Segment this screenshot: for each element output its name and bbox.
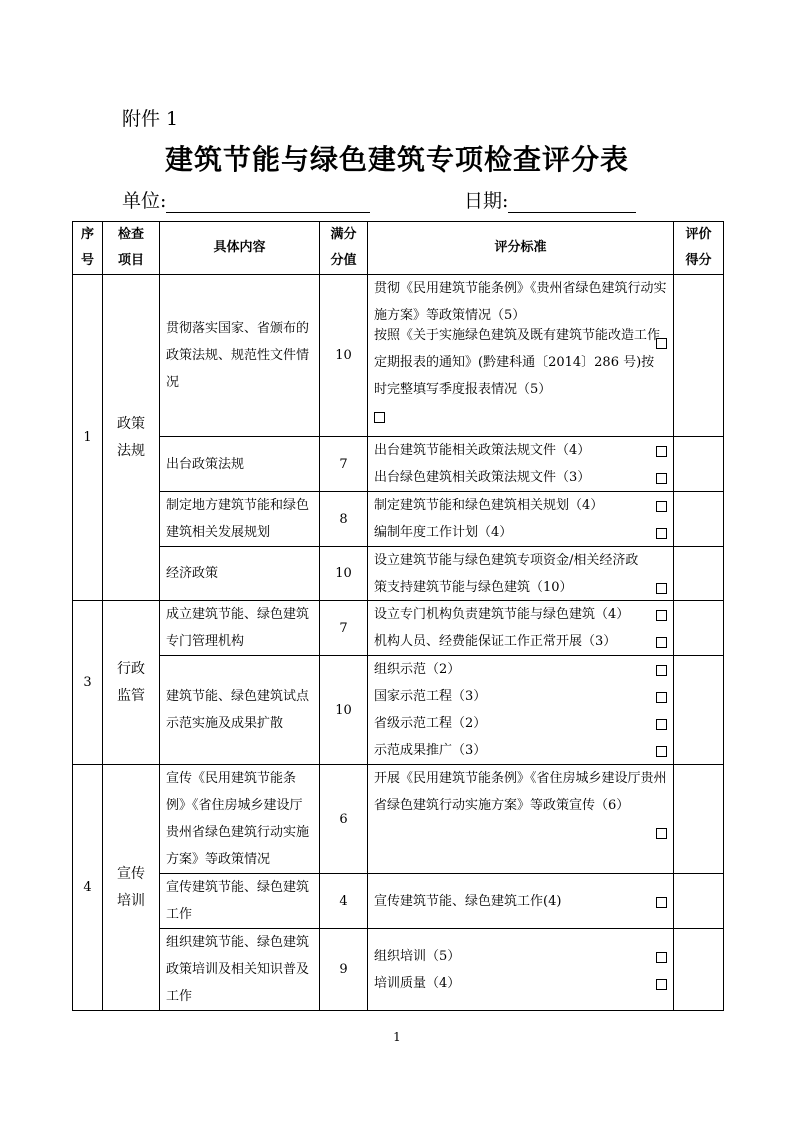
date-label: 日期: (464, 190, 509, 212)
row-content: 制定地方建筑节能和绿色建筑相关发展规划 (160, 492, 320, 547)
row-eval-cell[interactable] (674, 929, 724, 1011)
row-content: 经济政策 (160, 547, 320, 601)
row-content: 宣传建筑节能、绿色建筑工作 (160, 874, 320, 929)
checkbox[interactable] (656, 828, 667, 839)
unit-field (122, 186, 370, 213)
checkbox[interactable] (656, 897, 667, 908)
date-blank-line (508, 192, 636, 213)
row-criteria: 宣传建筑节能、绿色建筑工作(4) (368, 874, 674, 929)
row-eval-cell[interactable] (674, 275, 724, 437)
checkbox[interactable] (656, 501, 667, 512)
row-eval-cell[interactable] (674, 656, 724, 765)
row-eval-cell[interactable] (674, 437, 724, 492)
row-content: 建筑节能、绿色建筑试点示范实施及成果扩散 (160, 656, 320, 765)
row-content: 贯彻落实国家、省颁布的政策法规、规范性文件情况 (160, 275, 320, 437)
row-criteria: 设立专门机构负责建筑节能与绿色建筑（4） 机构人员、经费能保证工作正常开展（3） (368, 601, 674, 656)
checkbox[interactable] (374, 412, 385, 423)
row-criteria: 贯彻《民用建筑节能条例》《贵州省绿色建筑行动实施方案》等政策情况（5） 按照《关于实施绿色建筑及既有建筑节能改造工作定期报表的通知》(黔建科通〔2014〕286 号)按时完整填写季度报表情况（5） (368, 275, 674, 437)
checkbox[interactable] (656, 952, 667, 963)
checkbox[interactable] (656, 528, 667, 539)
checkbox[interactable] (656, 473, 667, 484)
row-eval-cell[interactable] (674, 765, 724, 874)
checkbox[interactable] (656, 692, 667, 703)
header-score: 满分 分值 (320, 222, 368, 275)
row-content: 出台政策法规 (160, 437, 320, 492)
checkbox[interactable] (656, 746, 667, 757)
attachment-label: 附件 1 (122, 108, 179, 130)
row-eval-cell[interactable] (674, 601, 724, 656)
row-score: 7 (320, 437, 368, 492)
row-score: 10 (320, 547, 368, 601)
table-row (73, 765, 724, 874)
score-table (72, 221, 724, 1011)
section-no: 1 (73, 275, 103, 601)
row-score: 6 (320, 765, 368, 874)
table-row (73, 656, 724, 765)
table-row (73, 874, 724, 929)
row-content: 成立建筑节能、绿色建筑专门管理机构 (160, 601, 320, 656)
row-criteria: 制定建筑节能和绿色建筑相关规划（4） 编制年度工作计划（4） (368, 492, 674, 547)
row-criteria: 设立建筑节能与绿色建筑专项资金/相关经济政策支持建筑节能与绿色建筑（10） (368, 547, 674, 601)
row-score: 7 (320, 601, 368, 656)
table-row (73, 275, 724, 437)
checkbox[interactable] (656, 665, 667, 676)
section-no: 4 (73, 765, 103, 1011)
header-item: 检查 项目 (103, 222, 160, 275)
checkbox[interactable] (656, 979, 667, 990)
table-row (73, 601, 724, 656)
section-no: 3 (73, 601, 103, 765)
table-header-row (73, 222, 724, 275)
row-score: 10 (320, 656, 368, 765)
row-score: 4 (320, 874, 368, 929)
row-criteria: 开展《民用建筑节能条例》《省住房城乡建设厅贵州省绿色建筑行动实施方案》等政策宣传（6） (368, 765, 674, 874)
unit-label: 单位: (122, 190, 167, 212)
section-category: 宣传 培训 (103, 765, 160, 1011)
header-no: 序 号 (73, 222, 103, 275)
checkbox[interactable] (656, 610, 667, 621)
row-criteria: 出台建筑节能相关政策法规文件（4） 出台绿色建筑相关政策法规文件（3） (368, 437, 674, 492)
checkbox[interactable] (656, 446, 667, 457)
row-score: 10 (320, 275, 368, 437)
row-eval-cell[interactable] (674, 547, 724, 601)
header-eval: 评价 得分 (674, 222, 724, 275)
row-score: 9 (320, 929, 368, 1011)
checkbox[interactable] (656, 637, 667, 648)
table-row (73, 547, 724, 601)
table-row (73, 929, 724, 1011)
header-content: 具体内容 (160, 222, 320, 275)
row-score: 8 (320, 492, 368, 547)
date-field (464, 186, 636, 213)
table-row (73, 492, 724, 547)
page-number: 1 (393, 1030, 401, 1044)
row-criteria: 组织示范（2） 国家示范工程（3） 省级示范工程（2） 示范成果推广（3） (368, 656, 674, 765)
page-title: 建筑节能与绿色建筑专项检查评分表 (164, 143, 629, 176)
checkbox[interactable] (656, 719, 667, 730)
row-eval-cell[interactable] (674, 492, 724, 547)
section-category: 行政 监管 (103, 601, 160, 765)
row-content: 组织建筑节能、绿色建筑政策培训及相关知识普及工作 (160, 929, 320, 1011)
row-eval-cell[interactable] (674, 874, 724, 929)
checkbox[interactable] (656, 583, 667, 594)
section-category: 政策 法规 (103, 275, 160, 601)
table-row (73, 437, 724, 492)
row-content: 宣传《民用建筑节能条例》《省住房城乡建设厅贵州省绿色建筑行动实施方案》等政策情况 (160, 765, 320, 874)
unit-blank-line (166, 192, 370, 213)
row-criteria: 组织培训（5） 培训质量（4） (368, 929, 674, 1011)
header-standard: 评分标准 (368, 222, 674, 275)
